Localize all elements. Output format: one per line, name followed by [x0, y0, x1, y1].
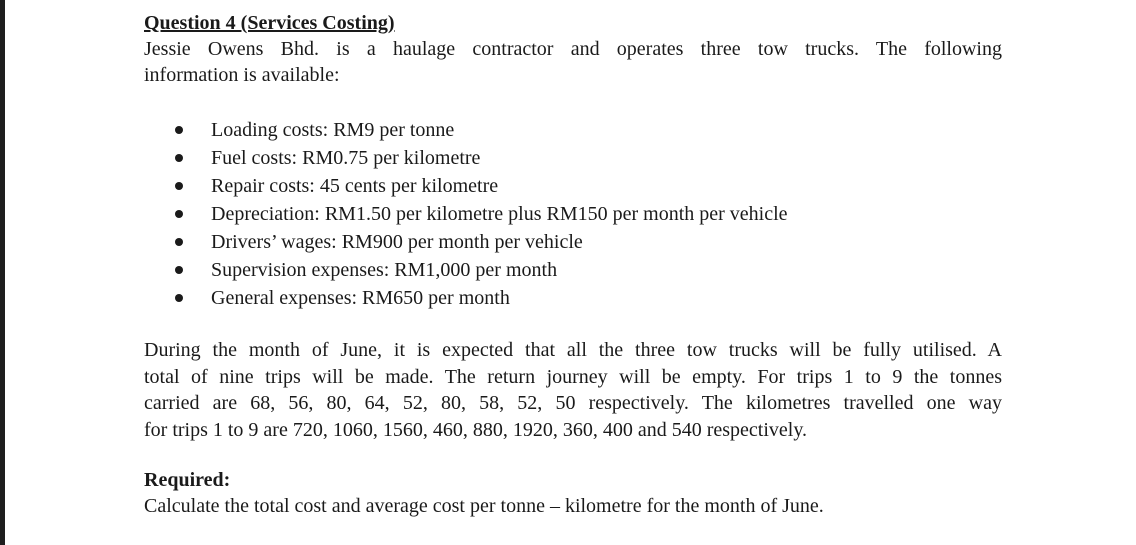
required-heading: Required: [144, 469, 231, 491]
scenario-line-3: carried are 68, 56, 80, 64, 52, 80, 58, 52, 50 respectively. The kilometres travelled one way [144, 392, 1002, 414]
list-item-text: Depreciation: RM1.50 per kilometre plus RM150 per month per vehicle [211, 203, 788, 225]
bullet-icon [175, 266, 183, 274]
intro-line-1: Jessie Owens Bhd. is a haulage contractor and operates three tow trucks. The following [144, 38, 1002, 60]
bullet-icon [175, 238, 183, 246]
list-item-text: Repair costs: 45 cents per kilometre [211, 175, 499, 197]
list-item [175, 256, 788, 284]
question-title: Question 4 (Services Costing) [144, 12, 395, 34]
list-item-text: Drivers’ wages: RM900 per month per vehicle [211, 231, 583, 253]
bullet-icon [175, 154, 183, 162]
intro-line-2: information is available: [144, 64, 340, 86]
list-item [175, 116, 788, 144]
list-item [175, 172, 788, 200]
scenario-paragraph [144, 337, 1002, 443]
list-item [175, 228, 788, 256]
bullet-icon [175, 210, 183, 218]
list-item-text: General expenses: RM650 per month [211, 287, 510, 309]
left-border-bar [0, 0, 5, 545]
list-item-text: Supervision expenses: RM1,000 per month [211, 259, 558, 281]
bullet-icon [175, 294, 183, 302]
required-text: Calculate the total cost and average cost per tonne – kilometre for the month of June. [144, 495, 824, 517]
bullet-icon [175, 182, 183, 190]
scenario-line-2: total of nine trips will be made. The return journey will be empty. For trips 1 to 9 the tonnes [144, 365, 1002, 388]
scenario-line-4: for trips 1 to 9 are 720, 1060, 1560, 460, 880, 1920, 360, 400 and 540 respectively. [144, 418, 808, 441]
bullet-icon [175, 126, 183, 134]
list-item-text: Loading costs: RM9 per tonne [211, 119, 455, 141]
list-item-text: Fuel costs: RM0.75 per kilometre [211, 147, 481, 169]
scenario-line-1: During the month of June, it is expected that all the three tow trucks will be fully utilised. A [144, 339, 1002, 361]
list-item [175, 144, 788, 172]
document-body [144, 10, 1002, 517]
intro-paragraph [144, 36, 1002, 88]
list-item [175, 284, 788, 312]
list-item [175, 200, 788, 228]
cost-list [175, 116, 788, 312]
